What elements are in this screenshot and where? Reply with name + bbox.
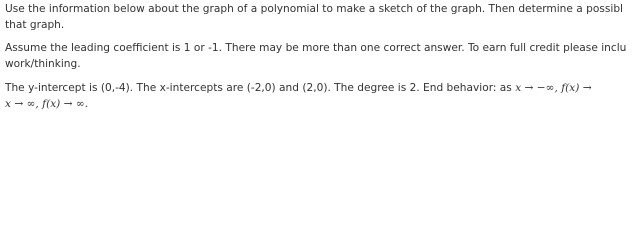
assumption-line-1: Assume the leading coefficient is 1 or -1. There may be more than one correct answer. To earn full credit please inclu [5,42,627,54]
given-info-line-2 [5,97,88,111]
instruction-line-2: that graph. [5,19,65,31]
question-content [0,0,636,115]
instruction-line-1: Use the information below about the graph of a polynomial to make a sketch of the graph. Then determine a possibl [5,3,623,15]
assumption-line-2: work/thinking. [5,58,81,70]
end-behavior-right-math: x → ∞, f(x) → ∞. [5,98,89,110]
given-info-line-1 [5,81,592,95]
given-info-text: The y-intercept is (0,-4). The x-intercepts are (-2,0) and (2,0). The degree is 2. End behavior: as [5,82,516,94]
end-behavior-left-math: x → −∞, f(x) → [515,82,592,94]
